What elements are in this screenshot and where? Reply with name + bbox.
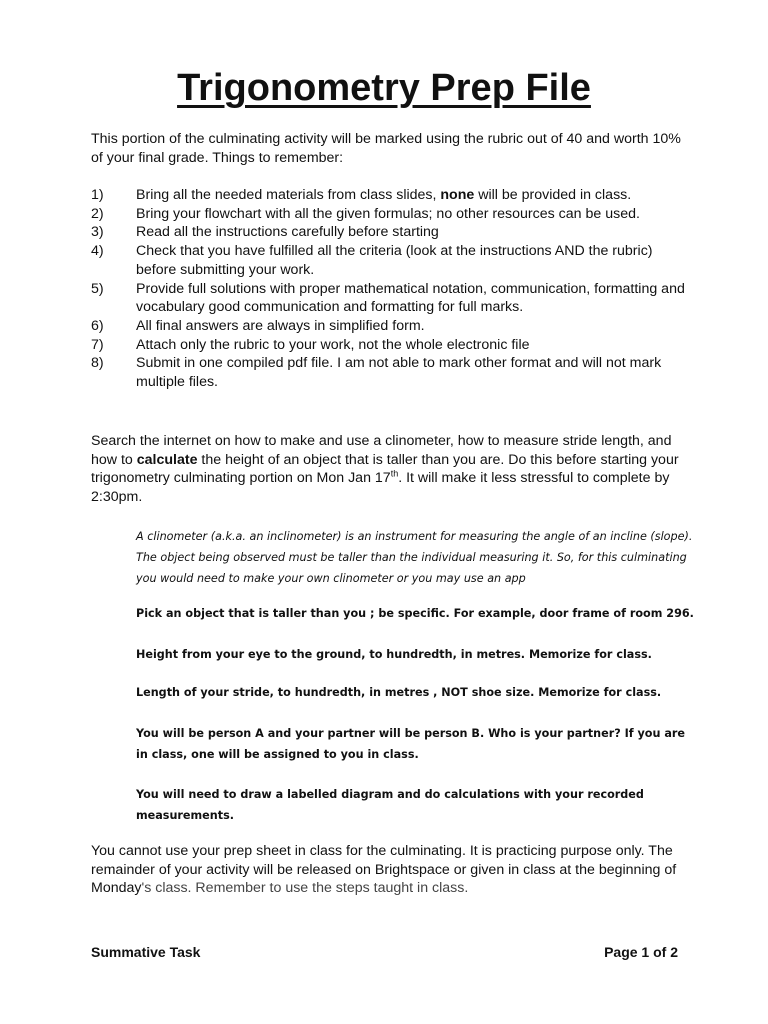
task-item-stride: Length of your stride, to hundredth, in metres , NOT shoe size. Memorize for class. [136, 686, 662, 699]
list-item: 7) Attach only the rubric to your work, not the whole electronic file [91, 336, 530, 353]
footer-task-label: Summative Task [91, 944, 201, 960]
list-item: 6) All final answers are always in simplified form. [91, 317, 425, 334]
footer-page-number: Page 1 of 2 [604, 944, 678, 960]
clinometer-note: A clinometer (a.k.a. an inclinometer) is an instrument for measuring the angle of an incline (slope). The object being observed must be taller than the individual measuring it. So, for this culminating you would need to make your own clinometer or you may use an app [136, 530, 693, 585]
reminder-list [91, 186, 691, 392]
page-title: Trigonometry Prep File [177, 67, 591, 109]
list-item: 4) Check that you have fulfilled all the criteria (look at the instructions AND the rubric) before submitting your work. [91, 243, 653, 278]
list-item: 3) Read all the instructions carefully before starting [91, 224, 439, 241]
closing-paragraph: You cannot use your prep sheet in class for the culminating. It is practicing purpose only. The remainder of your activity will be released on Brightspace or given in class at the beginning of Monday's class. Remember to use the steps taught in class. [91, 843, 677, 897]
list-item: 1) Bring all the needed materials from class slides, none will be provided in class. [91, 187, 632, 203]
intro-paragraph: This portion of the culminating activity will be marked using the rubric out of 40 and worth 10% of your final grade. Things to remember: [91, 131, 681, 166]
task-item-partner: You will be person A and your partner will be person B. Who is your partner? If you are in class, one will be assigned to you in class. [136, 727, 686, 761]
list-item: 5) Provide full solutions with proper mathematical notation, communication, formatting and vocabulary good communication and formatting for full marks. [91, 280, 685, 316]
task-item-object: Pick an object that is taller than you ; be specific. For example, door frame of room 296. [136, 607, 694, 620]
search-paragraph: Search the internet on how to make and use a clinometer, how to measure stride length, and how to calculate the height of an object that is taller than you are. Do this before starting your trigonometry culminating portion on Mon Jan 17th. It will make it less stressful to complete by 2:30pm. [91, 433, 679, 506]
list-item: 8) Submit in one compiled pdf file. I am not able to mark other format and will not mark multiple files. [91, 355, 662, 391]
list-item: 2) Bring your flowchart with all the given formulas; no other resources can be used. [91, 205, 640, 222]
task-item-diagram: You will need to draw a labelled diagram and do calculations with your recorded measurements. [136, 788, 644, 822]
task-item-eye-height: Height from your eye to the ground, to hundredth, in metres. Memorize for class. [136, 648, 652, 661]
